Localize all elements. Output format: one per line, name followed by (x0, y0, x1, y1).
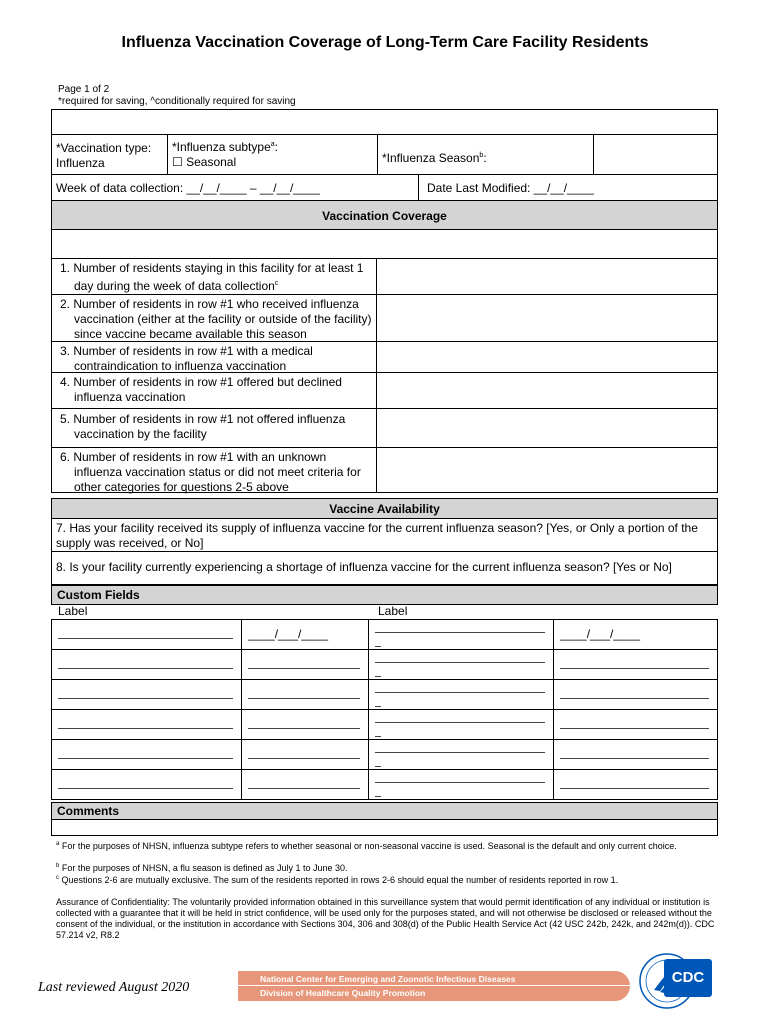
section-vaccination-coverage (51, 200, 718, 230)
blank-underline (58, 728, 233, 729)
custom-label-right: Label (378, 604, 408, 618)
blank-underline (248, 668, 360, 669)
section-custom-fields (51, 585, 718, 605)
question-8-text: 8. Is your facility currently experiencing a shortage of influenza vaccine for the current influenza season? [Yes or No] (56, 560, 672, 574)
custom-label-input-left[interactable] (51, 739, 242, 770)
blank-underline-wrap (375, 766, 381, 767)
subtype-sup: a (270, 141, 275, 148)
blank-underline (58, 638, 233, 639)
question-7-text: 7. Has your facility received its supply of influenza vaccine for the current influenza season? [Yes, or Only a portion of the supply was received, or No] (56, 521, 698, 550)
custom-value-input-left[interactable] (241, 709, 369, 740)
custom-value-input-right[interactable] (553, 739, 718, 770)
question-1-text: 1. Number of residents staying in this facility for at least 1 day during the week of data collection (60, 261, 364, 293)
question-row-6 (51, 447, 377, 493)
blank-underline-wrap (375, 736, 381, 737)
page-number: Page 1 of 2 (58, 84, 110, 95)
blank-underline (248, 788, 360, 789)
answer-input-5[interactable] (376, 408, 718, 448)
blank-underline-wrap (375, 646, 381, 647)
custom-label-input-left[interactable] (51, 709, 242, 740)
blank-underline-wrap (375, 796, 381, 797)
custom-label-input-left[interactable] (51, 619, 242, 650)
subtype-colon: : (274, 140, 278, 154)
week-label: Week of data collection: __/__/____ – __/__/____ (56, 181, 320, 195)
blank-underline (375, 782, 545, 783)
custom-value-input-right[interactable] (553, 619, 718, 650)
custom-value-input-right[interactable] (553, 709, 718, 740)
last-reviewed: Last reviewed August 2020 (38, 980, 190, 995)
blank-underline (58, 668, 233, 669)
custom-label-input-left[interactable] (51, 679, 242, 710)
answer-input-4[interactable] (376, 372, 718, 409)
blank-underline (248, 698, 360, 699)
question-row-2 (51, 294, 377, 342)
question-4-text: 4. Number of residents in row #1 offered but declined influenza vaccination (60, 375, 342, 404)
question-row-8[interactable] (51, 551, 718, 585)
blank-underline (375, 752, 545, 753)
custom-label-input-left[interactable] (51, 649, 242, 680)
blank-underline (375, 632, 545, 633)
footnote-b-sup: b (56, 863, 60, 869)
seasonal-checkbox[interactable]: ☐ (172, 155, 183, 169)
custom-label-input-right[interactable] (368, 769, 554, 800)
footnote-c (56, 873, 716, 886)
custom-label-left: Label (58, 604, 88, 618)
banner-divider (238, 985, 630, 986)
custom-label-input-right[interactable] (368, 709, 554, 740)
seasonal-label: Seasonal (186, 155, 237, 169)
question-2-text: 2. Number of residents in row #1 who received influenza vaccination (either at the facility or outside of the facility) since vaccine became available this season (60, 297, 372, 341)
blank-underline (560, 668, 709, 669)
answer-input-1[interactable] (376, 258, 718, 295)
week-of-data-collection[interactable] (51, 174, 419, 201)
custom-label-input-right[interactable] (368, 649, 554, 680)
blank-underline-wrap (375, 676, 381, 677)
section-vaccine-availability-label: Vaccine Availability (329, 502, 440, 516)
blank-underline (58, 758, 233, 759)
date-last-modified (418, 174, 718, 201)
blank-coverage-row (51, 229, 718, 259)
custom-value-input-right[interactable] (553, 649, 718, 680)
question-3-text: 3. Number of residents in row #1 with a medical contraindication to influenza vaccination (60, 344, 313, 373)
cdc-logo (664, 959, 712, 997)
custom-value-input-right[interactable] (553, 679, 718, 710)
section-custom-fields-label: Custom Fields (57, 588, 140, 602)
answer-input-2[interactable] (376, 294, 718, 342)
custom-date-blank: ____/___/____ (248, 627, 329, 641)
blank-underline (58, 788, 233, 789)
footnote-c-text: Questions 2-6 are mutually exclusive. The sum of the residents reported in rows 2-6 should equal the number of residents reported in row 1. (61, 875, 619, 885)
answer-input-6[interactable] (376, 447, 718, 493)
question-row-1 (51, 258, 377, 295)
blank-underline (375, 692, 545, 693)
question-5-text: 5. Number of residents in row #1 not offered influenza vaccination by the facility (60, 412, 346, 441)
section-vaccination-coverage-label: Vaccination Coverage (322, 209, 447, 223)
influenza-season-input[interactable] (593, 134, 718, 175)
season-label: *Influenza Season (382, 151, 480, 165)
custom-value-input-left[interactable] (241, 769, 369, 800)
assurance-of-confidentiality: Assurance of Confidentiality: The voluntarily provided information obtained in this surveillance system that would permit identification of any individual or institution is collected with a guarantee that it will be held in strict confidence, will be used only for the purposes stated, and will not otherwise be disclosed or released without the consent of the individual, or the institution in accordance with Sections 304, 306 and 308(d) of the Public Health Service Act (42 USC 242b, 242k, and 242m(d)). CDC 57.214 v2, R8.2 (56, 897, 715, 940)
question-row-5 (51, 408, 377, 448)
blank-underline (375, 722, 545, 723)
vaccination-type-label: *Vaccination type: Influenza (56, 141, 152, 170)
blank-underline (560, 728, 709, 729)
footnote-c-sup: c (56, 875, 59, 881)
custom-value-input-left[interactable] (241, 679, 369, 710)
blank-underline (560, 788, 709, 789)
blank-underline (560, 758, 709, 759)
cdc-logo-text: CDC (671, 969, 705, 986)
influenza-season-cell (377, 134, 594, 175)
custom-value-input-left[interactable] (241, 649, 369, 680)
question-row-4 (51, 372, 377, 409)
influenza-subtype-cell (167, 134, 378, 175)
footnote-a-sup: a (56, 841, 60, 847)
required-note: *required for saving, ^conditionally required for saving (58, 96, 296, 107)
custom-value-input-right[interactable] (553, 769, 718, 800)
center-name: National Center for Emerging and Zoonotic Infectious Diseases (260, 974, 516, 984)
question-row-3 (51, 341, 377, 373)
division-name: Division of Healthcare Quality Promotion (260, 988, 426, 998)
question-6-text: 6. Number of residents in row #1 with an unknown influenza vaccination status or did not meet criteria for other categories for questions 2-5 above (60, 450, 361, 494)
custom-label-input-right[interactable] (368, 739, 554, 770)
footnote-a (56, 839, 716, 852)
season-sup: b (479, 152, 484, 159)
page-title: Influenza Vaccination Coverage of Long-Term Care Facility Residents (121, 34, 649, 51)
custom-label-input-right[interactable] (368, 619, 554, 650)
vaccination-type-cell (51, 134, 168, 175)
footer-banner (238, 971, 630, 1001)
blank-underline (375, 662, 545, 663)
custom-label-input-left[interactable] (51, 769, 242, 800)
blank-underline (248, 728, 360, 729)
section-comments (51, 802, 718, 820)
custom-value-input-left[interactable] (241, 739, 369, 770)
blank-underline-wrap (375, 706, 381, 707)
subtype-label: *Influenza subtype (172, 140, 271, 154)
blank-header-row (51, 109, 718, 135)
custom-date-blank: ____/___/____ (560, 627, 641, 641)
blank-underline (58, 698, 233, 699)
question-row-7[interactable] (51, 518, 718, 552)
section-vaccine-availability (51, 498, 718, 519)
custom-value-input-left[interactable] (241, 619, 369, 650)
comments-input[interactable] (51, 819, 718, 836)
season-colon: : (483, 151, 487, 165)
footnote-a-text: For the purposes of NHSN, influenza subtype refers to whether seasonal or non-seasonal vaccine is used. Seasonal is the default and only current choice. (61, 841, 677, 851)
section-comments-label: Comments (57, 804, 120, 818)
blank-underline (560, 698, 709, 699)
blank-underline (248, 758, 360, 759)
date-modified-label: Date Last Modified: __/__/____ (427, 181, 594, 195)
custom-label-input-right[interactable] (368, 679, 554, 710)
question-1-sup: c (274, 280, 279, 287)
footnote-b-text: For the purposes of NHSN, a flu season is defined as July 1 to June 30. (61, 863, 348, 873)
answer-input-3[interactable] (376, 341, 718, 373)
